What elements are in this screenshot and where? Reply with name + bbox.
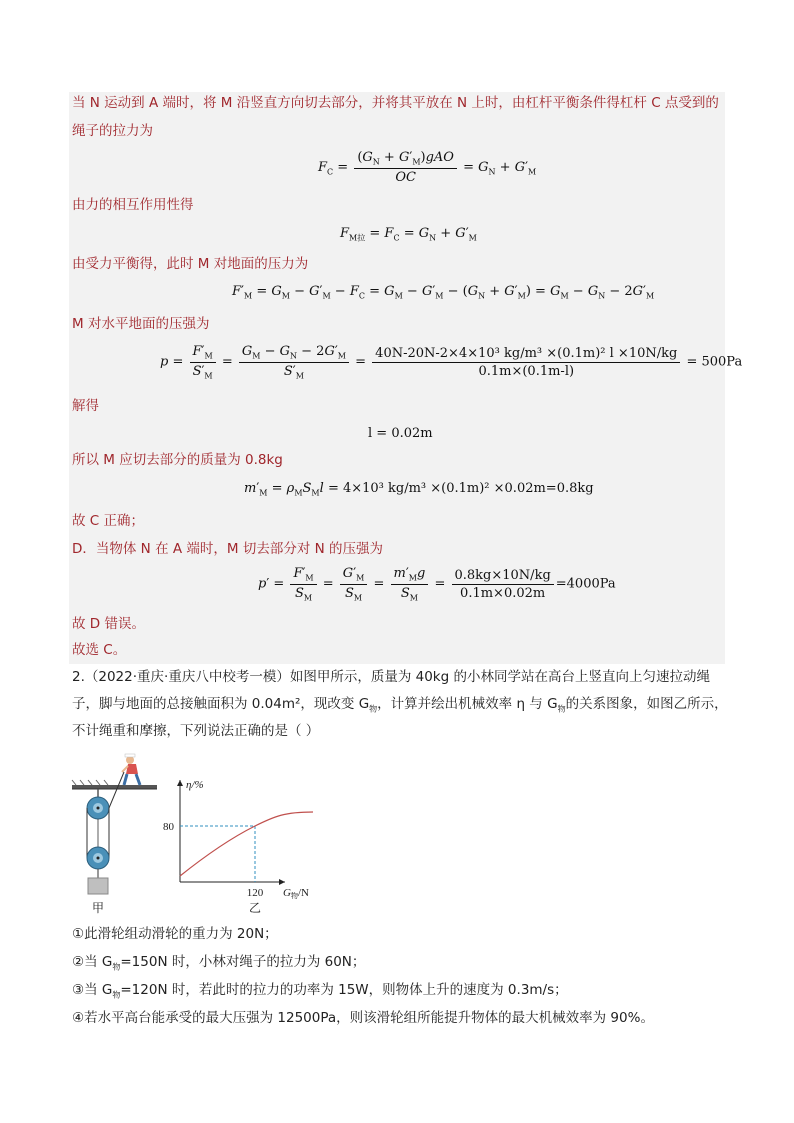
- solution-line-1: 当 N 运动到 A 端时，将 M 沿竖直方向切去部分，并将其平放在 N 上时，由杠杆平衡条件得杠杆 C 点受到的: [72, 95, 719, 111]
- option-3: ③当 $G_物=120N$ 时，若此时的拉力的功率为 15W，则物体上升的速度为 0.3m/s；: [72, 982, 568, 1000]
- x-axis-label: G物/N: [283, 887, 309, 900]
- solution-line-8: 故 C 正确；: [72, 513, 145, 529]
- option-2: ②当 $G_物=150N$ 时，小林对绳子的拉力为 60N；: [72, 954, 366, 972]
- solution-line-3: 由力的相互作用性得: [72, 197, 194, 213]
- x-tick-label: 120: [246, 887, 264, 899]
- weight-block-icon: [88, 878, 108, 894]
- question-line-1: 2.（2022·重庆·重庆八中校考一模）如图甲所示，质量为 40kg 的小林同学站在高台上竖直向上匀速拉动绳: [72, 669, 710, 685]
- solution-line-5: M 对水平地面的压强为: [72, 316, 210, 332]
- person-icon: [122, 754, 140, 785]
- y-tick-label: 80: [163, 821, 174, 833]
- equation-mass: $m'_M = \rho_MS_Ml = 4\times 10^3$ kg/m³ ×(0.1m)² ×0.02m=0.8kg: [244, 481, 594, 498]
- equation-pressure: p = $\frac{F'_M}{S'_M}$ = $\frac{G_M - G_N - 2G'_M}{S'_M}$ = $\frac{\text{40N-20N-2×4×10³ kg/m³ ×(0.1m)² l ×10N/kg}}{0.1m\times(0.1m-l)}$ = 500Pa: [160, 344, 743, 381]
- equation-l: l = 0.02m: [368, 426, 433, 441]
- solution-line-10: 故 D 错误。: [72, 616, 145, 632]
- platform-icon: [72, 785, 157, 789]
- solution-line-11: 故选 C。: [72, 642, 127, 658]
- option-1: ①此滑轮组动滑轮的重力为 20N；: [72, 926, 278, 942]
- solution-line-9: D．当物体 N 在 A 端时，M 切去部分对 N 的压强为: [72, 541, 384, 557]
- solution-line-4: 由受力平衡得，此时 M 对地面的压力为: [72, 256, 309, 272]
- equation-f-pull: $F_{M拉} = F_C = G_N + G'_M$: [340, 226, 477, 243]
- solution-line-6: 解得: [72, 398, 99, 414]
- solution-line-2: 绳子的拉力为: [72, 123, 153, 139]
- efficiency-chart: [150, 768, 325, 918]
- y-axis-arrow: [177, 780, 183, 786]
- option-4: ④若水平高台能承受的最大压强为 12500Pa，则该滑轮组所能提升物体的最大机械效率为 90%。: [72, 1010, 654, 1026]
- efficiency-curve: [180, 812, 313, 876]
- equation-pressure-force: $F'_M = G_M - G'_M - F_C = G_M - G'_M - (G_N + G'_M) = G_M - G_N - 2G'_M$: [232, 284, 655, 301]
- figure-jia-label: 甲: [92, 901, 105, 915]
- x-axis-arrow: [279, 879, 285, 885]
- y-axis-label: η/%: [186, 779, 204, 791]
- question-line-3: 不计绳重和摩擦，下列说法正确的是（ ）: [72, 723, 320, 739]
- equation-fc: $F_C$ = $\frac{(G_N + G'_M)gAO}{OC}$ = $G_N + G'_M$: [318, 150, 537, 185]
- solution-line-7: 所以 M 应切去部分的质量为 0.8kg: [72, 452, 283, 468]
- equation-pressure-d: p′ = $\frac{F'_M}{S_M}$ = $\frac{G'_M}{S_M}$ = $\frac{m'_Mg}{S_M}$ = $\frac{0.8kg\times 10N/kg}{0.1m\times 0.02m}$ =4000Pa: [258, 566, 616, 603]
- question-line-2: 子，脚与地面的总接触面积为 0.04m²，现改变 $G_物$，计算并绘出机械效率 η 与 $G_物$的关系图象，如图乙所示，: [72, 696, 728, 714]
- figure-yi-label: 乙: [248, 901, 262, 915]
